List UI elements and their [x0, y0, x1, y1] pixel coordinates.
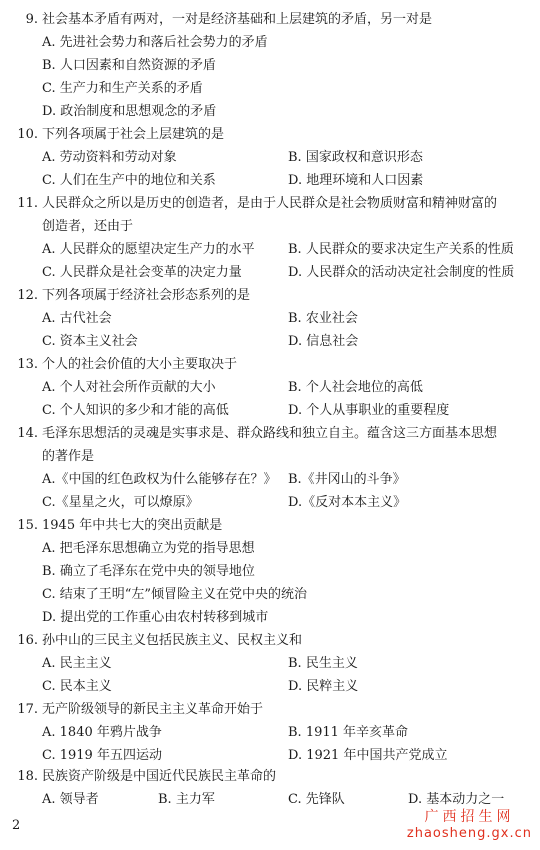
question-number: 11. [17, 196, 38, 211]
option-b: B. 民生主义 [288, 656, 358, 671]
option-a: A.《中国的红色政权为什么能够存在？》 [42, 472, 277, 487]
option-d: D. 个人从事职业的重要程度 [288, 403, 450, 418]
option-c: C. 民本主义 [42, 679, 112, 694]
option-c: C. 资本主义社会 [42, 334, 138, 349]
watermark-title: 广西招生网 [424, 809, 515, 825]
option-b: B. 国家政权和意识形态 [288, 150, 423, 165]
option-c: C. 结束了王明“左”倾冒险主义在党中央的统治 [42, 587, 308, 602]
question-number: 13. [17, 357, 38, 372]
option-c: C. 先锋队 [288, 792, 345, 807]
option-c: C.《星星之火，可以燎原》 [42, 495, 199, 510]
question-stem: 13. 个人的社会价值的大小主要取决于 [8, 353, 536, 376]
question-number: 17. [17, 702, 38, 717]
option-a: A. 把毛泽东思想确立为党的指导思想 [42, 541, 255, 556]
question-14 [8, 422, 536, 514]
option-d: D. 1921 年中国共产党成立 [288, 748, 448, 763]
option-a: A. 1840 年鸦片战争 [42, 725, 162, 740]
question-stem: 14. 毛泽东思想活的灵魂是实事求是、群众路线和独立自主。蕴含这三方面基本思想 [8, 422, 536, 445]
option-a: A. 人民群众的愿望决定生产力的水平 [42, 242, 255, 257]
option-d: D. 基本动力之一 [408, 792, 505, 807]
option-c: C. 生产力和生产关系的矛盾 [42, 81, 203, 96]
question-16 [8, 629, 536, 698]
option-a: A. 古代社会 [42, 311, 112, 326]
option-d: D. 民粹主义 [288, 679, 359, 694]
option-c: C. 人民群众是社会变革的决定力量 [42, 265, 242, 280]
question-number: 15. [17, 518, 38, 533]
question-stem: 11. 人民群众之所以是历史的创造者，是由于人民群众是社会物质财富和精神财富的 [8, 192, 536, 215]
option-b: B. 确立了毛泽东在党中央的领导地位 [42, 564, 255, 579]
question-10 [8, 123, 536, 192]
question-number: 16. [17, 633, 38, 648]
question-stem: 17. 无产阶级领导的新民主主义革命开始于 [8, 698, 536, 721]
question-number: 9. [25, 12, 38, 27]
option-b: B. 主力军 [158, 792, 215, 807]
question-stem-continued: 创造者，还由于 [42, 219, 134, 234]
option-c: C. 个人知识的多少和才能的高低 [42, 403, 229, 418]
question-stem: 15. 1945 年中共七大的突出贡献是 [8, 514, 536, 537]
question-17 [8, 698, 536, 767]
question-stem: 16. 孙中山的三民主义包括民族主义、民权主义和 [8, 629, 536, 652]
question-12 [8, 284, 536, 353]
option-d: D. 政治制度和思想观念的矛盾 [42, 104, 217, 119]
question-stem: 10. 下列各项属于社会上层建筑的是 [8, 123, 536, 146]
option-d: D. 人民群众的活动决定社会制度的性质 [288, 265, 515, 280]
question-number: 18. [17, 769, 38, 784]
option-d: D. 提出党的工作重心由农村转移到城市 [42, 610, 269, 625]
option-b: B. 人民群众的要求决定生产关系的性质 [288, 242, 514, 257]
option-d: D. 信息社会 [288, 334, 359, 349]
option-a: A. 民主主义 [42, 656, 112, 671]
option-a: A. 先进社会势力和落后社会势力的矛盾 [42, 35, 268, 50]
option-c: C. 人们在生产中的地位和关系 [42, 173, 216, 188]
question-number: 10. [17, 127, 38, 142]
question-stem: 12. 下列各项属于经济社会形态系列的是 [8, 284, 536, 307]
option-c: C. 1919 年五四运动 [42, 748, 162, 763]
option-b: B.《井冈山的斗争》 [288, 472, 406, 487]
option-a: A. 个人对社会所作贡献的大小 [42, 380, 216, 395]
question-number: 12. [17, 288, 38, 303]
question-15 [8, 514, 536, 629]
question-stem-continued: 的著作是 [42, 449, 95, 464]
watermark [407, 806, 532, 841]
question-9 [8, 8, 536, 123]
question-18 [8, 765, 536, 811]
question-13 [8, 353, 536, 422]
question-stem: 9. 社会基本矛盾有两对，一对是经济基础和上层建筑的矛盾，另一对是 [8, 8, 536, 31]
option-b: B. 1911 年辛亥革命 [288, 725, 409, 740]
question-11 [8, 192, 536, 284]
option-b: B. 农业社会 [288, 311, 358, 326]
option-d: D. 地理环境和人口因素 [288, 173, 424, 188]
watermark-url: zhaosheng.gx.cn [406, 826, 532, 841]
option-a: A. 劳动资料和劳动对象 [42, 150, 177, 165]
page-number: 2 [12, 818, 21, 833]
option-d: D.《反对本本主义》 [288, 495, 407, 510]
question-stem: 18. 民族资产阶级是中国近代民族民主革命的 [8, 765, 536, 788]
option-b: B. 个人社会地位的高低 [288, 380, 423, 395]
option-b: B. 人口因素和自然资源的矛盾 [42, 58, 216, 73]
question-number: 14. [17, 426, 38, 441]
option-a: A. 领导者 [42, 792, 99, 807]
